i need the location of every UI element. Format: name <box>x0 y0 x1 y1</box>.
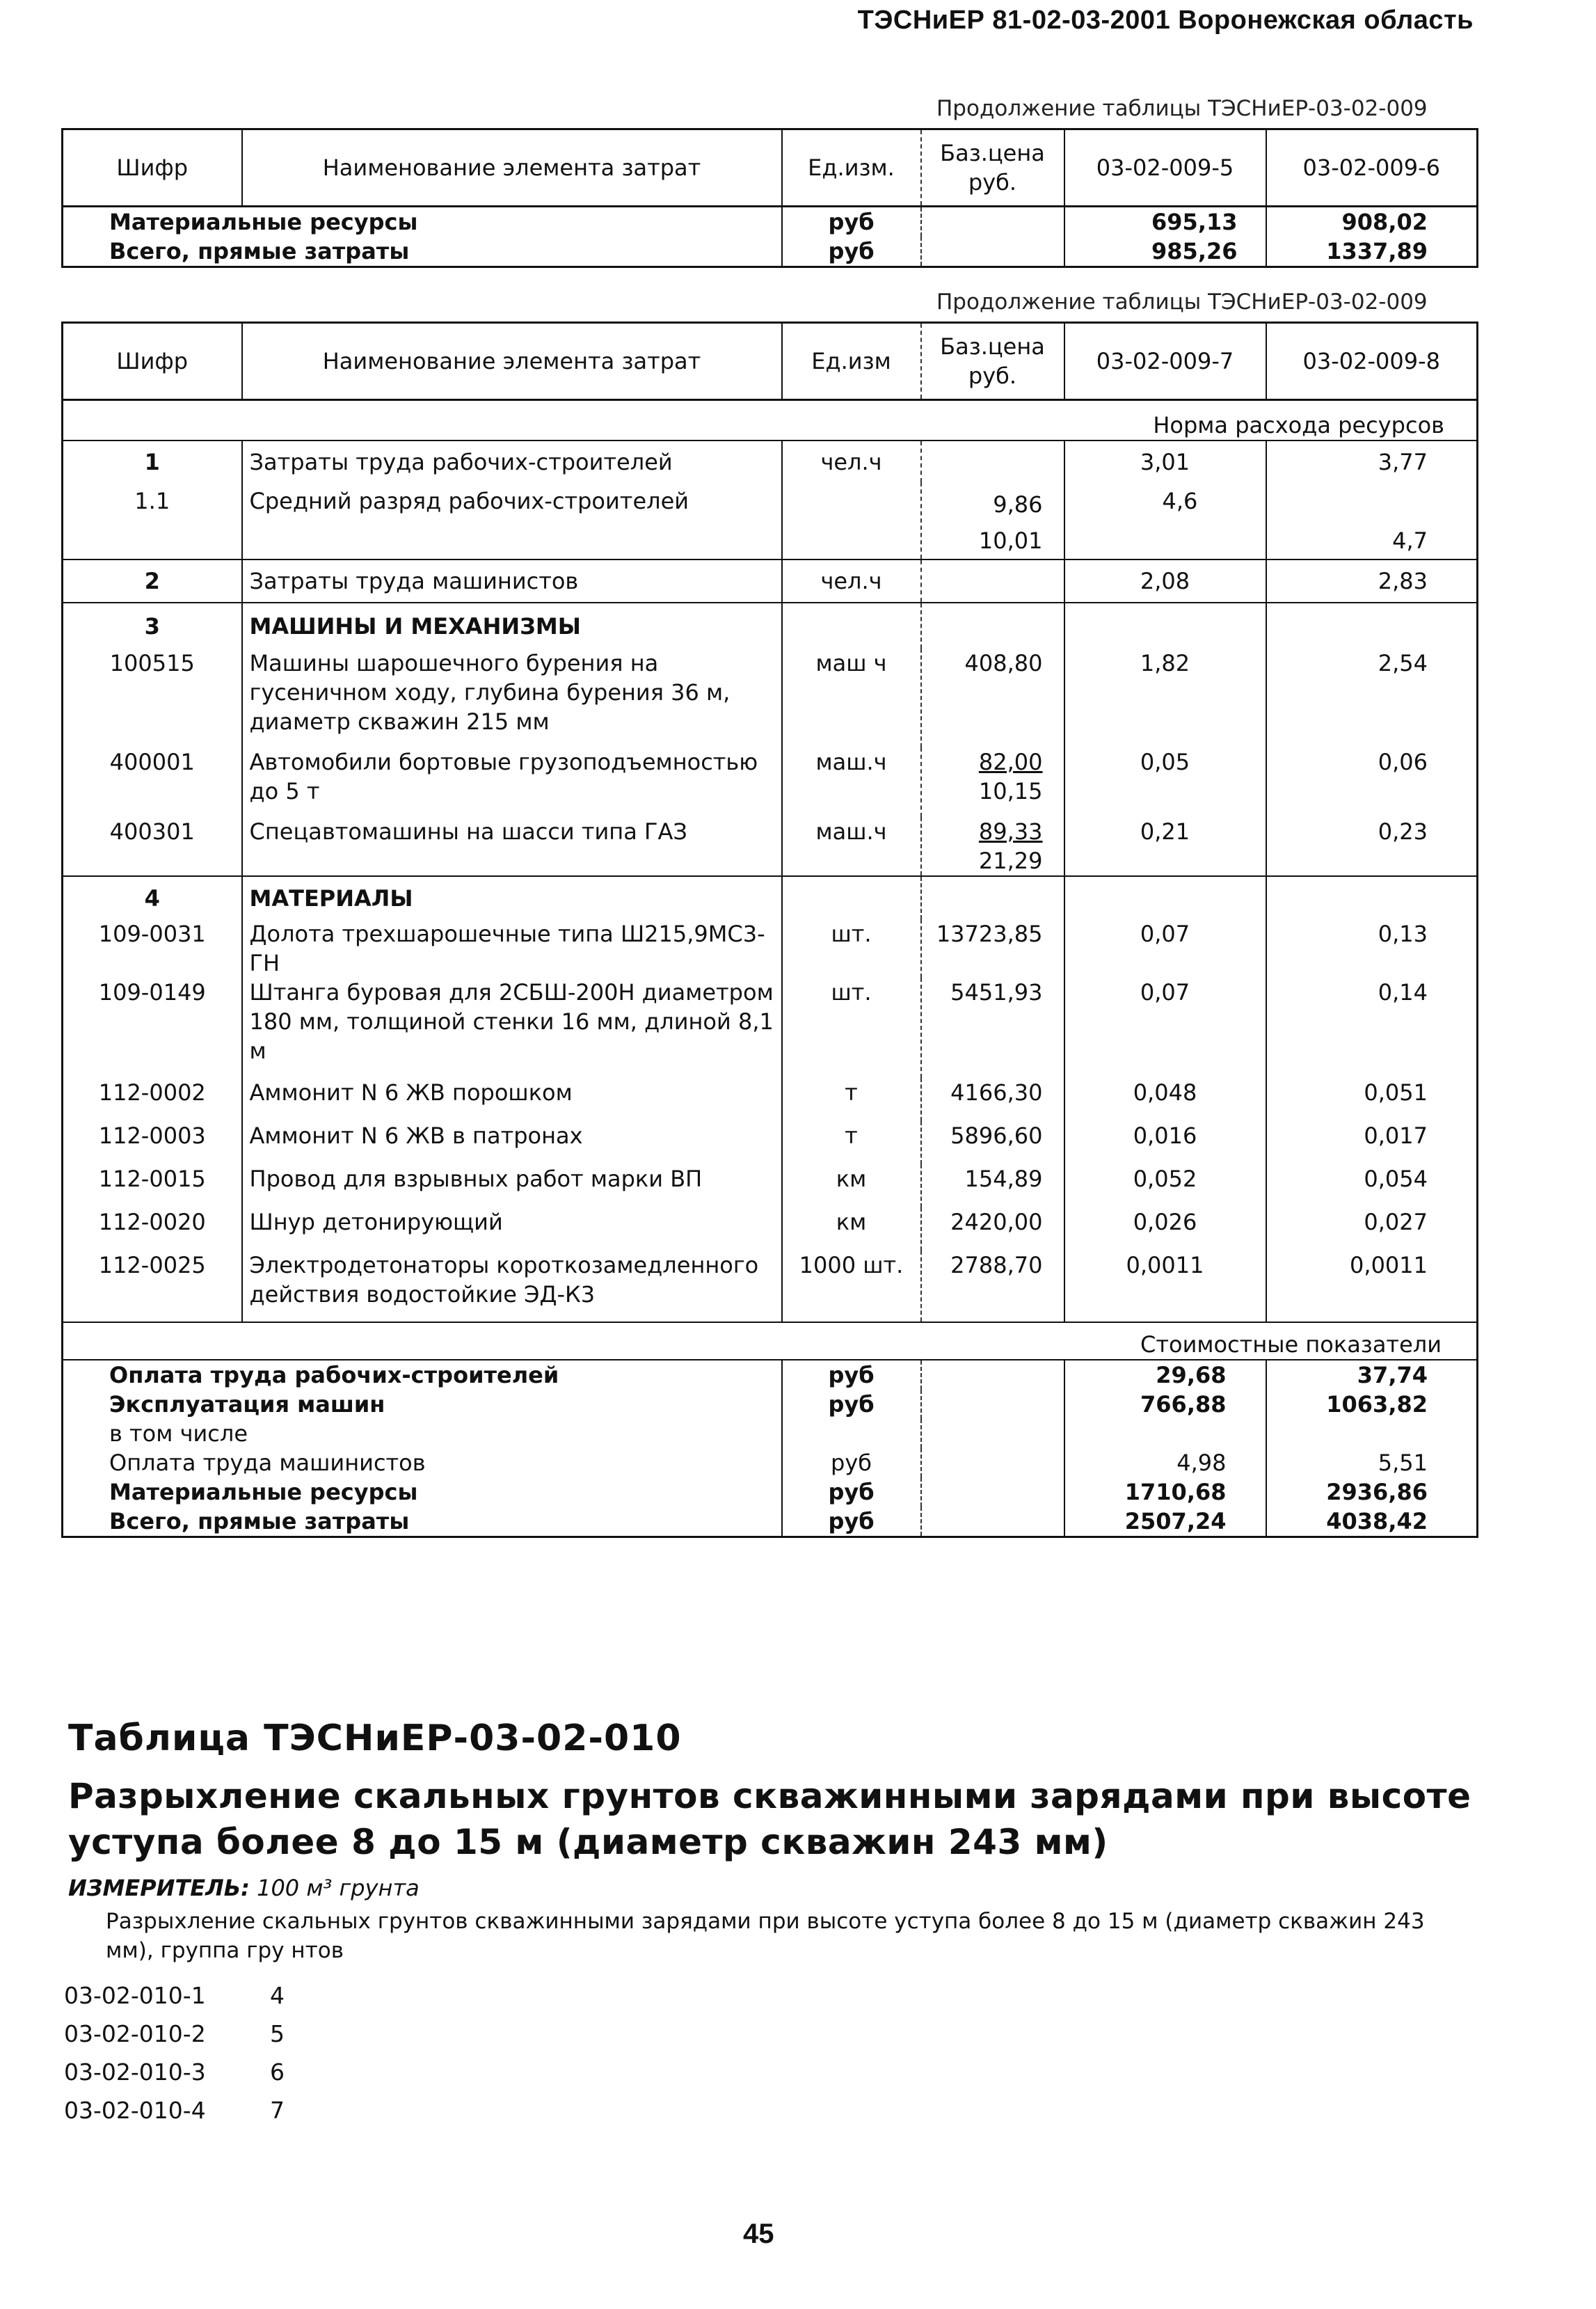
group: 6 <box>270 2058 285 2086</box>
row-v1: 766,88 <box>1064 1390 1266 1419</box>
row-price: 408,80 <box>921 649 1064 747</box>
section-row-materials <box>63 876 1478 919</box>
row-v1: 4,6 <box>1064 482 1266 560</box>
row-v2: 1337,89 <box>1266 237 1478 267</box>
col-v2-header: 03-02-009-8 <box>1266 323 1478 400</box>
running-header: ТЭСНиЕР 81-02-03-2001 Воронежская область <box>857 6 1474 35</box>
code: 03-02-010-1 <box>64 1982 206 2009</box>
row-v2: 0,027 <box>1266 1207 1478 1251</box>
row-v1: 0,21 <box>1064 817 1266 876</box>
table-row <box>63 978 1478 1078</box>
row-unit: шт. <box>782 919 921 978</box>
row-unit: т <box>782 1121 921 1164</box>
norm-label: Норма расхода ресурсов <box>63 400 1478 441</box>
code: 03-02-010-3 <box>64 2058 206 2086</box>
col-unit-header: Ед.изм <box>782 323 921 400</box>
table2-caption: Продолжение таблицы ТЭСНиЕР-03-02-009 <box>936 289 1428 315</box>
row-v2: 0,0011 <box>1266 1251 1478 1322</box>
measure-value: 100 м³ грунта <box>257 1875 420 1901</box>
row-code: 112-0020 <box>63 1207 242 1251</box>
row-v1: 0,07 <box>1064 978 1266 1078</box>
row-unit: чел.ч <box>782 560 921 603</box>
row-unit: руб <box>782 1477 921 1507</box>
row-v1: 0,07 <box>1064 919 1266 978</box>
row-name: Шнур детонирующий <box>242 1207 782 1251</box>
row-unit: км <box>782 1164 921 1207</box>
table-row <box>63 1121 1478 1164</box>
row-price: 2420,00 <box>921 1207 1064 1251</box>
row-price: 5896,60 <box>921 1121 1064 1164</box>
row-v2: 0,051 <box>1266 1078 1478 1121</box>
col-price-header: Баз.цена руб. <box>921 323 1064 400</box>
section-row-machines <box>63 603 1478 649</box>
row-v2: 0,054 <box>1266 1164 1478 1207</box>
row-code: 109-0031 <box>63 919 242 978</box>
list-item <box>64 1976 285 2015</box>
col-name-header: Наименование элемента затрат <box>242 323 782 400</box>
list-item <box>64 2053 285 2091</box>
row-price: 13723,85 <box>921 919 1064 978</box>
row-v1: 0,052 <box>1064 1164 1266 1207</box>
row-v2: 0,13 <box>1266 919 1478 978</box>
table-row <box>63 817 1478 876</box>
row-price: 82,00 <box>978 749 1043 775</box>
row-code: 3 <box>63 603 242 649</box>
row-v1: 2,08 <box>1064 560 1266 603</box>
row-name: в том числе <box>63 1419 782 1448</box>
row-code: 109-0149 <box>63 978 242 1078</box>
code: 03-02-010-2 <box>64 2020 206 2047</box>
row-price-2: 10,15 <box>978 778 1043 804</box>
row-name: Автомобили бортовые грузоподъемностью до 5 т <box>242 747 782 817</box>
row-v2: 2936,86 <box>1266 1477 1478 1507</box>
row-price: 89,33 <box>978 818 1043 845</box>
row-v1: 1,82 <box>1064 649 1266 747</box>
row-v1: 0,048 <box>1064 1078 1266 1121</box>
row-name: Аммонит N 6 ЖВ в патронах <box>242 1121 782 1164</box>
row-code: 112-0003 <box>63 1121 242 1164</box>
col-v1-header: 03-02-009-7 <box>1064 323 1266 400</box>
row-name: МАТЕРИАЛЫ <box>242 876 782 919</box>
table-row <box>63 1078 1478 1121</box>
row-name: Спецавтомашины на шасси типа ГАЗ <box>242 817 782 876</box>
table1-caption: Продолжение таблицы ТЭСНиЕР-03-02-009 <box>936 96 1428 121</box>
row-v1: 0,026 <box>1064 1207 1266 1251</box>
col-name-header: Наименование элемента затрат <box>242 129 782 207</box>
table-row <box>63 482 1478 560</box>
row-v2: 0,06 <box>1266 747 1478 817</box>
row-v1: 0,0011 <box>1064 1251 1266 1322</box>
measure-label: ИЗМЕРИТЕЛЬ: <box>68 1875 250 1901</box>
row-v2: 37,74 <box>1266 1360 1478 1390</box>
row-unit <box>782 1419 921 1448</box>
row-v1: 0,05 <box>1064 747 1266 817</box>
row-unit: маш ч <box>782 649 921 747</box>
row-unit: маш.ч <box>782 747 921 817</box>
row-v1: 4,98 <box>1064 1448 1266 1477</box>
table-row <box>63 1360 1478 1390</box>
table-row <box>63 1251 1478 1322</box>
row-unit: руб <box>782 1360 921 1390</box>
row-price-2: 10,01 <box>978 527 1043 554</box>
col-v2-header: 03-02-009-6 <box>1266 129 1478 207</box>
row-unit: чел.ч <box>782 441 921 482</box>
code: 03-02-010-4 <box>64 2097 206 2124</box>
col-unit-header: Ед.изм. <box>782 129 921 207</box>
row-code: 400001 <box>63 747 242 817</box>
norm-label-row <box>63 400 1478 441</box>
table-title: Таблица ТЭСНиЕР-03-02-010 <box>68 1717 682 1759</box>
row-code: 112-0002 <box>63 1078 242 1121</box>
table-row <box>63 1477 1478 1507</box>
row-v1: 985,26 <box>1064 237 1266 267</box>
row-v2: 1063,82 <box>1266 1390 1478 1419</box>
col-v1-header: 03-02-009-5 <box>1064 129 1266 207</box>
row-v2: 908,02 <box>1266 207 1478 237</box>
row-name: Электродетонаторы короткозамедленного действия водостойкие ЭД-К3 <box>242 1251 782 1322</box>
table-row <box>63 1390 1478 1419</box>
list-item <box>64 2015 285 2053</box>
row-v2: 2,54 <box>1266 649 1478 747</box>
row-name: МАШИНЫ И МЕХАНИЗМЫ <box>242 603 782 649</box>
table2-header-row <box>63 323 1478 400</box>
row-name: Машины шарошечного бурения на гусеничном ходу, глубина бурения 36 м, диаметр скважин 215 мм <box>242 649 782 747</box>
row-code: 2 <box>63 560 242 603</box>
table1 <box>61 128 1478 268</box>
row-unit: руб <box>782 1390 921 1419</box>
row-unit: км <box>782 1207 921 1251</box>
row-v2: 2,83 <box>1266 560 1478 603</box>
col-code-header: Шифр <box>63 129 242 207</box>
row-unit: шт. <box>782 978 921 1078</box>
row-code: 112-0015 <box>63 1164 242 1207</box>
section-heading: Разрыхление скальных грунтов скважинными зарядами при высоте уступа более 8 до 15 м (диаметр скважин 243 мм) <box>68 1776 1471 1862</box>
table-row <box>63 1419 1478 1448</box>
row-price: 2788,70 <box>921 1251 1064 1322</box>
row-name: Штанга буровая для 2СБШ-200Н диаметром 180 мм, толщиной стенки 16 мм, длиной 8,1 м <box>242 978 782 1078</box>
row-name: Затраты труда рабочих-строителей <box>242 441 782 482</box>
table1-header-row <box>63 129 1478 207</box>
row-name: Материальные ресурсы <box>63 207 782 237</box>
row-name: Провод для взрывных работ марки ВП <box>242 1164 782 1207</box>
measure-line <box>68 1875 420 1901</box>
cost-label: Стоимостные показатели <box>63 1322 1478 1360</box>
group: 4 <box>270 1982 285 2009</box>
row-v1: 29,68 <box>1064 1360 1266 1390</box>
table-row <box>63 560 1478 603</box>
col-code-header: Шифр <box>63 323 242 400</box>
code-list <box>64 1976 285 2129</box>
table-row <box>63 1507 1478 1537</box>
row-name: Аммонит N 6 ЖВ порошком <box>242 1078 782 1121</box>
table2 <box>61 322 1478 1538</box>
row-v1: 3,01 <box>1064 441 1266 482</box>
row-code: 1.1 <box>63 482 242 560</box>
table-row <box>63 1207 1478 1251</box>
table-row <box>63 1448 1478 1477</box>
table-row <box>63 919 1478 978</box>
row-price: 4166,30 <box>921 1078 1064 1121</box>
row-unit: руб <box>782 237 921 267</box>
table-row <box>63 747 1478 817</box>
row-unit: т <box>782 1078 921 1121</box>
row-v1: 1710,68 <box>1064 1477 1266 1507</box>
table-row <box>63 207 1478 237</box>
row-price-2: 21,29 <box>978 848 1043 874</box>
row-v1 <box>1064 1419 1266 1448</box>
row-v2 <box>1266 1419 1478 1448</box>
row-v1: 695,13 <box>1064 207 1266 237</box>
section-description: Разрыхление скальных грунтов скважинными зарядами при высоте уступа более 8 до 15 м (диаметр скважин 243 мм), группа гру нтов <box>106 1909 1425 1963</box>
cost-label-row <box>63 1322 1478 1360</box>
row-v2: 0,017 <box>1266 1121 1478 1164</box>
row-name: Материальные ресурсы <box>63 1477 782 1507</box>
row-unit: 1000 шт. <box>782 1251 921 1322</box>
row-name: Средний разряд рабочих-строителей <box>242 482 782 560</box>
row-v2: 3,77 <box>1266 441 1478 482</box>
row-v2: 4,7 <box>1266 482 1478 560</box>
page-number: 45 <box>743 2219 774 2249</box>
row-v2: 4038,42 <box>1266 1507 1478 1537</box>
row-unit: руб <box>782 207 921 237</box>
row-v2: 0,23 <box>1266 817 1478 876</box>
table-row <box>63 441 1478 482</box>
row-v1: 0,016 <box>1064 1121 1266 1164</box>
row-unit: руб <box>782 1448 921 1477</box>
table-row <box>63 649 1478 747</box>
group: 7 <box>270 2097 285 2124</box>
table-row <box>63 237 1478 267</box>
row-code: 100515 <box>63 649 242 747</box>
row-name: Всего, прямые затраты <box>63 237 782 267</box>
row-name: Оплата труда рабочих-строителей <box>63 1360 782 1390</box>
row-price: 9,86 <box>993 491 1043 518</box>
row-code: 112-0025 <box>63 1251 242 1322</box>
row-code: 1 <box>63 441 242 482</box>
row-code: 4 <box>63 876 242 919</box>
row-name: Долота трехшарошечные типа Ш215,9МС3-ГН <box>242 919 782 978</box>
row-v2: 0,14 <box>1266 978 1478 1078</box>
row-price: 154,89 <box>921 1164 1064 1207</box>
row-code: 400301 <box>63 817 242 876</box>
row-unit: руб <box>782 1507 921 1537</box>
row-unit: маш.ч <box>782 817 921 876</box>
group: 5 <box>270 2020 285 2047</box>
row-name: Оплата труда машинистов <box>63 1448 782 1477</box>
row-v2: 5,51 <box>1266 1448 1478 1477</box>
row-v1: 2507,24 <box>1064 1507 1266 1537</box>
list-item <box>64 2091 285 2129</box>
row-name: Всего, прямые затраты <box>63 1507 782 1537</box>
row-price: 5451,93 <box>921 978 1064 1078</box>
row-name: Затраты труда машинистов <box>242 560 782 603</box>
col-price-header: Баз.цена руб. <box>921 129 1064 207</box>
row-name: Эксплуатация машин <box>63 1390 782 1419</box>
table-row <box>63 1164 1478 1207</box>
